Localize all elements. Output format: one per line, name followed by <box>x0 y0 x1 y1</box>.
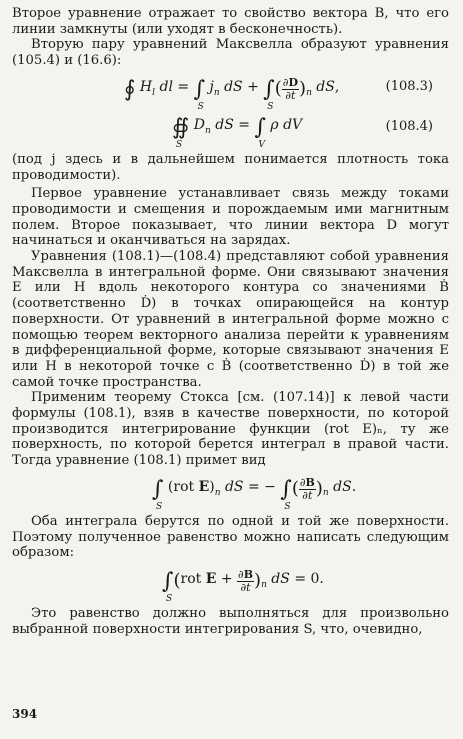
paragraph-2: Вторую пару уравнений Максвелла образуют уравнения (105.4) и (16.6): <box>12 37 449 69</box>
equation-108-3 <box>12 69 449 112</box>
paragraph-6: Применим теорему Стокса [см. (107.14)] к левой части формулы (108.1), взяв в качестве поверхности, по которой производится интегрирование функции (rot E)ₙ, ту же поверхность, по которой берется интеграл в правой части. Тогда уравнение (108.1) примет вид <box>12 390 449 469</box>
paragraph-5: Уравнения (108.1)—(108.4) представляют собой уравнения Максвелла в интегральной форме. Они связывают значения E или H вдоль некоторого контура со значениями Ḃ (соответственно Ḋ) в точках опирающейся на контур поверхности. От уравнений в интегральной форме можно с помощью теорем векторного анализа перейти к уравнениям в дифференциальной форме, которые связывают значения E или H в некоторой точке с Ḃ (соответственно Ḋ) в той же самой точке пространства. <box>12 249 449 390</box>
equation-combined <box>12 561 449 603</box>
equation-stokes-body: ∫ S (rot $E)_n$ dS = − ∫ S ( $\frac{\partial B}{\partial t}$ )$_n$ dS. <box>152 475 357 512</box>
equation-number: (108.4) <box>385 118 433 134</box>
equation-108-3-body: ∮ $H_l$ dl = ∫ S $j_n$ dS + ∫ S ( $\frac{\partial D}{\partial t}$ )$_n$ dS, <box>124 75 340 112</box>
paragraph-3: (под j здесь и в дальнейшем понимается плотность тока проводимости). <box>12 151 449 183</box>
equation-number: (108.3) <box>385 78 433 94</box>
paragraph-8: Это равенство должно выполняться для произвольно выбранной поверхности интегрирования S, что, очевидно, <box>12 605 449 637</box>
paragraph-7: Оба интеграла берутся по одной и той же поверхности. Поэтому полученное равенство можно написать следующим образом: <box>12 513 449 561</box>
paragraph-4: Первое уравнение устанавливает связь между токами проводимости и смещения и порождаемым ими магнитным полем. Второе показывает, что линии вектора D могут начинаться и оканчиваться на зарядах. <box>12 186 449 249</box>
paragraph-1: Второе уравнение отражает то свойство вектора B, что его линии замкнуты (или уходят в бесконечность). <box>12 6 449 37</box>
equation-108-4-body: ∯ S $D_n$ dS = ∫ V ρ dV <box>172 114 303 150</box>
equation-stokes <box>12 469 449 511</box>
page-number: 394 <box>12 707 38 721</box>
equation-combined-body: ∫ S (rot E + $\frac{\partial B}{\partial t}$ )$_n$ dS = 0. <box>162 567 324 604</box>
equation-108-4 <box>12 109 449 149</box>
